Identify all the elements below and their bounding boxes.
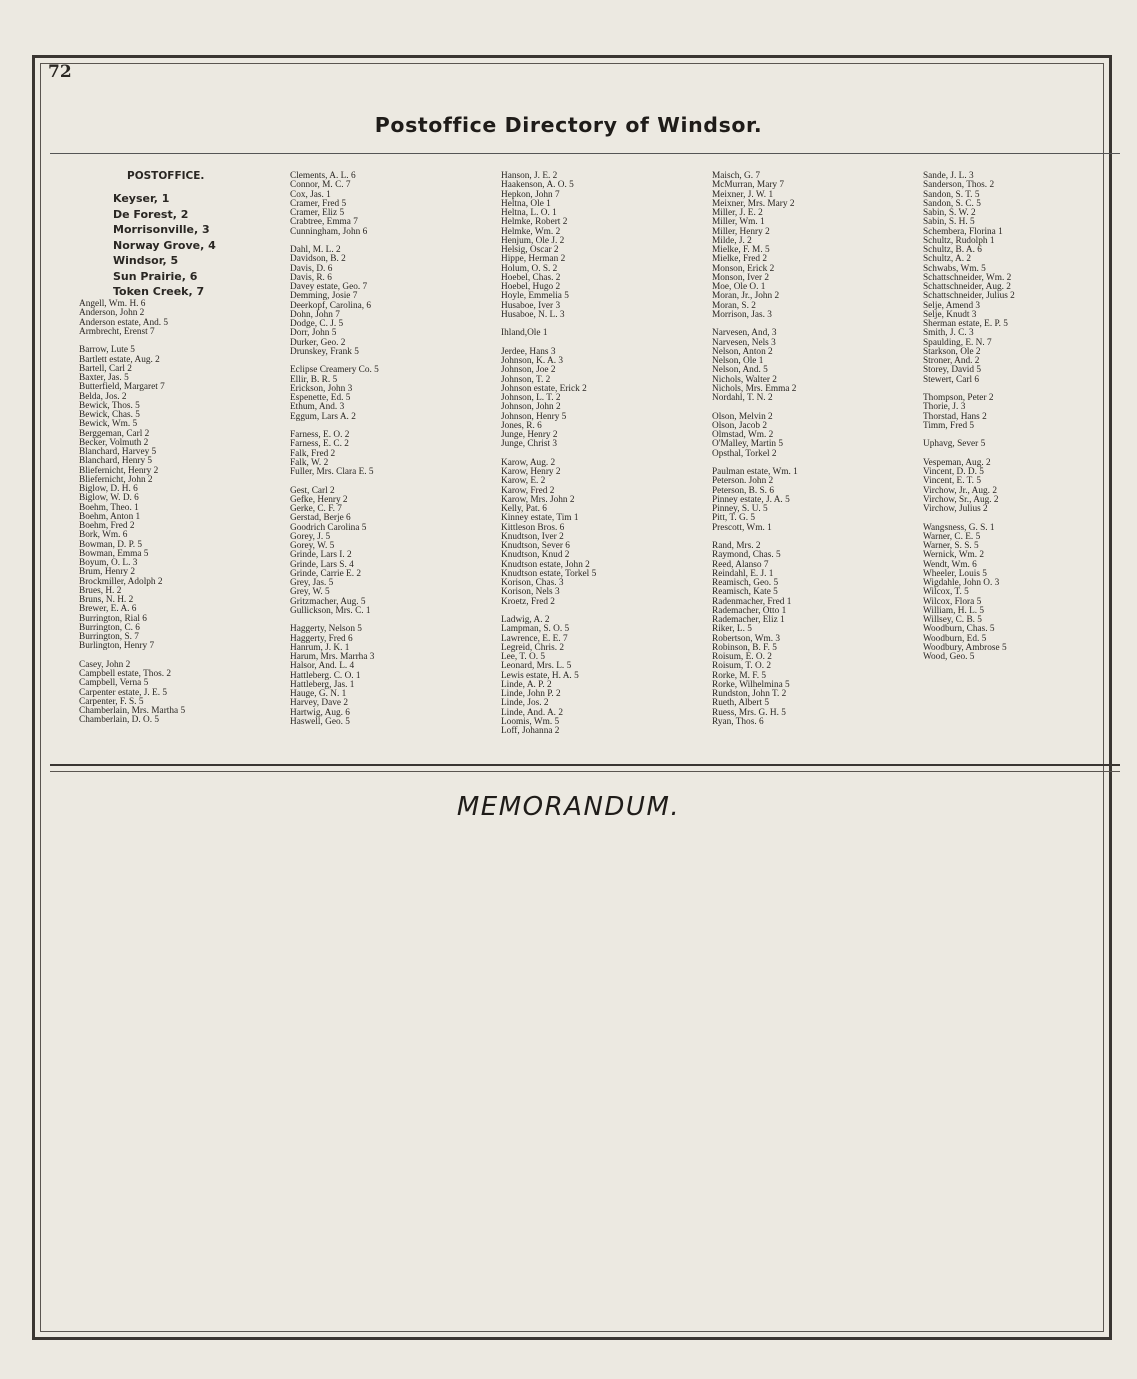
- directory-entry: Husaboe, N. L. 3: [501, 309, 565, 320]
- directory-entry: Dohn, John 7: [290, 309, 340, 320]
- directory-entry: Roisum, T. O. 2: [712, 661, 772, 672]
- directory-entry: Dodge, C. J. 5: [290, 319, 344, 329]
- directory-entry: Reamisch, Geo. 5: [712, 578, 779, 588]
- directory-entry: Wilcox, Flora 5: [923, 596, 982, 607]
- directory-entry: Haggerty, Fred 6: [290, 633, 353, 644]
- directory-entry: Dorr, John 5: [290, 328, 337, 339]
- directory-entry: Thorstad, Hans 2: [923, 411, 987, 422]
- directory-entry: Holum, O. S. 2: [501, 263, 558, 274]
- directory-entry: Reamisch, Kate 5: [712, 587, 778, 598]
- postoffice-item: Sun Prairie, 6: [113, 269, 198, 283]
- directory-entry: Biglow, W. D. 6: [79, 493, 139, 504]
- directory-entry: Sandon, S. C. 5: [923, 198, 981, 209]
- directory-entry: Chamberlain, D. O. 5: [79, 715, 160, 726]
- directory-entry: Chamberlain, Mrs. Martha 5: [79, 706, 186, 716]
- directory-entry: Bliefernicht, John 2: [79, 474, 153, 485]
- directory-entry: Woodbury, Ambrose 5: [923, 642, 1007, 653]
- directory-entry: Nelson, Anton 2: [712, 346, 773, 357]
- directory-entry: Schultz, A. 2: [923, 254, 972, 265]
- directory-entry: Connor, M. C. 7: [290, 180, 351, 191]
- directory-entry: Peterson, B. S. 6: [712, 485, 774, 496]
- directory-entry: Narvesen, And, 3: [712, 328, 777, 339]
- directory-entry: Sherman estate, E. P. 5: [923, 319, 1008, 329]
- directory-entry: Cramer, Eliz 5: [290, 208, 345, 218]
- directory-entry: Wheeler, Louis 5: [923, 568, 987, 579]
- directory-entry: Woodburn, Chas. 5: [923, 624, 995, 635]
- directory-entry: Storey, David 5: [923, 365, 982, 376]
- directory-entry: Wood, Geo. 5: [923, 652, 975, 662]
- directory-entry: Hattleberg. C. O. 1: [290, 670, 361, 681]
- directory-entry: Rand, Mrs. 2: [712, 541, 761, 551]
- memorandum-heading: MEMORANDUM.: [456, 792, 681, 822]
- directory-entry: Maisch, G. 7: [712, 171, 761, 181]
- directory-entry: Hattleberg, Jas. 1: [290, 679, 355, 690]
- directory-entry: Miller, Wm. 1: [712, 217, 765, 228]
- directory-column-4: [712, 172, 798, 727]
- postoffice-item: Token Creek, 7: [113, 285, 205, 298]
- directory-entry: Miller, J. E. 2: [712, 208, 763, 218]
- directory-entry: Schembera, Florina 1: [923, 226, 1003, 237]
- directory-entry: Nelson, Ole 1: [712, 356, 764, 366]
- directory-entry: Deerkopf, Carolina, 6: [290, 300, 372, 311]
- directory-entry: Heltna, L. O. 1: [501, 208, 557, 218]
- directory-entry: Olson, Melvin 2: [712, 411, 773, 422]
- directory-entry: Demming, Josie 7: [290, 291, 358, 302]
- directory-entry: Bliefernicht, Henry 2: [79, 465, 159, 476]
- directory-entry: Espenette, Ed. 5: [290, 393, 351, 403]
- directory-entry: Selje, Amend 3: [923, 300, 981, 311]
- directory-entry: Casey, John 2: [79, 659, 131, 670]
- directory-entry: Schultz, Rudolph 1: [923, 235, 995, 246]
- directory-entry: Johnson, K. A. 3: [501, 356, 563, 366]
- directory-entry: Helmke, Wm. 2: [501, 226, 561, 237]
- directory-entry: Davidson, B. 2: [290, 254, 346, 265]
- directory-entry: Hoebel, Hugo 2: [501, 282, 561, 292]
- directory-entry: Loomis, Wm. 5: [501, 716, 560, 727]
- directory-entry: Johnson estate, Erick 2: [501, 383, 587, 394]
- directory-entry: Ellir, B. R. 5: [290, 374, 338, 385]
- directory-entry: Linde, A. P. 2: [501, 679, 552, 690]
- directory-entry: Vespeman, Aug. 2: [923, 457, 991, 468]
- directory-entry: Falk, W. 2: [290, 457, 329, 468]
- directory-entry: Hanson, J. E. 2: [501, 171, 558, 181]
- directory-entry: Moran, S. 2: [712, 300, 756, 311]
- directory-entry: Knudtson, Sever 6: [501, 541, 570, 551]
- directory-entry: Anderson estate, And. 5: [79, 317, 169, 328]
- directory-entry: Davis, D. 6: [290, 263, 333, 274]
- directory-entry: Hippe, Herman 2: [501, 254, 566, 265]
- directory-entry: Brockmiller, Adolph 2: [79, 576, 163, 587]
- directory-entry: Hoebel, Chas. 2: [501, 272, 561, 283]
- directory-entry: Belda, Jos. 2: [79, 391, 127, 402]
- directory-entry: Halsor, And. L. 4: [290, 661, 355, 672]
- directory-entry: Burrington, Rial 6: [79, 613, 147, 624]
- directory-entry: Sande, J. L. 3: [923, 171, 974, 181]
- directory-entry: Karow, Aug. 2: [501, 457, 556, 468]
- directory-entry: Becker, Volmuth 2: [79, 437, 149, 448]
- directory-entry: Boehm, Anton 1: [79, 511, 141, 522]
- directory-entry: Sabin, S. W. 2: [923, 208, 976, 218]
- directory-entry: Haswell, Geo. 5: [290, 716, 350, 727]
- title-rule: [50, 153, 1120, 154]
- directory-entry: Bewick, Wm. 5: [79, 419, 138, 430]
- directory-entry: Wilcox, T. 5: [923, 587, 969, 598]
- directory-entry: Reed, Alanso 7: [712, 559, 769, 570]
- directory-entry: Schultz, B. A. 6: [923, 245, 982, 255]
- directory-entry: Radenmacher, Fred 1: [712, 596, 792, 607]
- directory-entry: Jones, R. 6: [501, 420, 542, 431]
- directory-entry: Burrington, C. 6: [79, 622, 140, 633]
- directory-entry: Gritzmacher, Aug. 5: [290, 596, 366, 607]
- directory-entry: Boyum, O. L. 3: [79, 558, 138, 568]
- directory-entry: Falk, Fred 2: [290, 448, 336, 459]
- directory-entry: Ladwig, A. 2: [501, 615, 550, 625]
- directory-entry: Pinney, S. U. 5: [712, 504, 768, 514]
- directory-entry: Linde, Jos. 2: [501, 698, 549, 709]
- directory-entry: Lampman, S. O. 5: [501, 624, 570, 635]
- directory-entry: Thorie, J. 3: [923, 402, 966, 413]
- directory-entry: McMurran, Mary 7: [712, 180, 785, 191]
- directory-entry: Karow, E. 2: [501, 476, 546, 487]
- directory-entry: Meixner, Mrs. Mary 2: [712, 198, 795, 209]
- directory-entry: Berggeman, Carl 2: [79, 428, 150, 439]
- directory-entry: Robinson, B. F. 5: [712, 642, 777, 653]
- directory-entry: Rundston, John T. 2: [712, 689, 787, 699]
- directory-entry: Baxter, Jas. 5: [79, 373, 129, 383]
- directory-entry: Gefke, Henry 2: [290, 494, 348, 505]
- directory-entry: Riker, L. 5: [712, 624, 752, 635]
- directory-entry: Blanchard, Henry 5: [79, 456, 153, 467]
- directory-entry: Starkson, Ole 2: [923, 346, 981, 357]
- directory-entry: Lee, T. O. 5: [501, 652, 546, 662]
- directory-entry: Knudtson estate, John 2: [501, 559, 590, 570]
- directory-entry: Sanderson, Thos. 2: [923, 180, 995, 191]
- directory-entry: Olmstad, Wm. 2: [712, 430, 774, 440]
- directory-entry: Helmke, Robert 2: [501, 217, 568, 228]
- directory-entry: Virchow, Julius 2: [923, 504, 988, 514]
- directory-entry: Campbell estate, Thos. 2: [79, 669, 172, 679]
- directory-entry: Johnson, L. T. 2: [501, 393, 561, 403]
- directory-entry: Pinney estate, J. A. 5: [712, 494, 790, 505]
- directory-column-1: [79, 300, 185, 726]
- directory-entry: Dahl, M. L. 2: [290, 245, 341, 255]
- directory-entry: Bork, Wm. 6: [79, 530, 128, 541]
- directory-entry: Gorey, J. 5: [290, 531, 331, 542]
- directory-entry: Grinde, Lars S. 4: [290, 559, 354, 570]
- directory-entry: O'Malley, Martin 5: [712, 439, 784, 450]
- directory-entry: Farness, E. O. 2: [290, 430, 350, 440]
- directory-entry: Fuller, Mrs. Clara E. 5: [290, 467, 374, 477]
- directory-entry: Johnson, Henry 5: [501, 411, 567, 422]
- directory-entry: Barrow, Lute 5: [79, 345, 135, 356]
- postoffice-item: Keyser, 1: [113, 192, 170, 205]
- directory-entry: Linde, John P. 2: [501, 689, 561, 699]
- directory-entry: Nordahl, T. N. 2: [712, 393, 773, 403]
- directory-entry: Hartwig, Aug. 6: [290, 707, 350, 718]
- directory-entry: Meixner, J. W. 1: [712, 189, 774, 200]
- directory-entry: Farness, E. C. 2: [290, 439, 349, 450]
- directory-entry: Schattschneider, Julius 2: [923, 291, 1015, 302]
- directory-entry: Kinney estate, Tim 1: [501, 513, 579, 524]
- directory-entry: Kroetz, Fred 2: [501, 596, 555, 607]
- directory-entry: Angell, Wm. H. 6: [79, 299, 146, 309]
- directory-entry: Vincent, D. D. 5: [923, 467, 984, 477]
- directory-entry: Cunningham, John 6: [290, 226, 368, 237]
- directory-entry: Bowman, Emma 5: [79, 548, 149, 559]
- directory-entry: Gerstad, Berje 6: [290, 513, 351, 524]
- directory-entry: Linde, And. A. 2: [501, 707, 563, 718]
- section-divider-thin: [50, 771, 1120, 772]
- directory-entry: Korison, Chas. 3: [501, 578, 564, 588]
- directory-entry: Cramer, Fred 5: [290, 198, 347, 209]
- directory-entry: Husaboe, Iver 3: [501, 300, 561, 311]
- directory-entry: Karow, Henry 2: [501, 467, 561, 477]
- directory-entry: Jerdee, Hans 3: [501, 346, 556, 357]
- directory-entry: Rorke, Wilhelmina 5: [712, 679, 790, 690]
- directory-entry: Hoyle, Emmelia 5: [501, 291, 569, 302]
- directory-entry: Opsthal, Torkel 2: [712, 448, 777, 459]
- directory-entry: Mielke, Fred 2: [712, 254, 767, 265]
- directory-entry: Erickson, John 3: [290, 383, 353, 394]
- directory-entry: Warner, C. E. 5: [923, 531, 981, 542]
- directory-entry: Crabtree, Emma 7: [290, 217, 358, 228]
- directory-entry: Knudtson estate, Torkel 5: [501, 568, 597, 579]
- directory-entry: Wangsness, G. S. 1: [923, 522, 995, 533]
- directory-entry: Lewis estate, H. A. 5: [501, 670, 579, 681]
- directory-column-5: [923, 172, 1015, 662]
- directory-entry: Johnson, Joe 2: [501, 365, 556, 376]
- postoffice-item: Norway Grove, 4: [113, 238, 216, 252]
- directory-entry: Gorey, W. 5: [290, 541, 335, 551]
- directory-entry: Harvey, Dave 2: [290, 698, 348, 709]
- directory-entry: Henjum, Ole J. 2: [501, 235, 565, 246]
- directory-entry: Sabin, S. H. 5: [923, 217, 975, 228]
- directory-entry: Nichols, Walter 2: [712, 374, 777, 385]
- directory-entry: Wendt, Wm. 6: [923, 559, 977, 570]
- directory-entry: Reindahl, E. J. 1: [712, 568, 774, 579]
- directory-entry: Milde, J. 2: [712, 235, 752, 246]
- directory-entry: Monson, Iver 2: [712, 272, 770, 283]
- directory-entry: Pitt, T. G. 5: [712, 513, 756, 524]
- directory-entry: Armbrecht, Erenst 7: [79, 326, 155, 337]
- directory-entry: Karow, Fred 2: [501, 485, 555, 496]
- directory-entry: Junge, Henry 2: [501, 430, 558, 440]
- directory-entry: Wigdahle, John O. 3: [923, 578, 1000, 588]
- directory-entry: Knudtson, Iver 2: [501, 531, 564, 542]
- directory-entry: Blanchard, Harvey 5: [79, 447, 157, 457]
- directory-entry: Bewick, Thos. 5: [79, 400, 140, 411]
- directory-entry: Karow, Mrs. John 2: [501, 494, 575, 505]
- directory-entry: Butterfield, Margaret 7: [79, 382, 165, 393]
- directory-entry: Rueth, Albert 5: [712, 698, 770, 709]
- directory-entry: Stewert, Carl 6: [923, 374, 980, 385]
- page-number: 72: [48, 62, 72, 82]
- directory-entry: Vincent, E. T. 5: [923, 476, 981, 487]
- directory-entry: Helsig, Oscar 2: [501, 245, 559, 255]
- directory-entry: Cox, Jas. 1: [290, 189, 331, 200]
- directory-entry: Heltna, Ole 1: [501, 198, 551, 209]
- directory-entry: Virchow, Sr., Aug. 2: [923, 494, 999, 505]
- directory-column-2: [290, 172, 379, 727]
- directory-entry: Kelly, Pat. 6: [501, 504, 547, 514]
- directory-entry: Boehm, Theo. 1: [79, 502, 139, 513]
- directory-entry: Hauge, G. N. 1: [290, 689, 347, 699]
- directory-entry: Boehm, Fred 2: [79, 521, 135, 531]
- directory-entry: Burlington, Henry 7: [79, 641, 155, 652]
- directory-entry: Roisum, E. O. 2: [712, 652, 772, 662]
- directory-entry: Eggum, Lars A. 2: [290, 411, 356, 422]
- directory-entry: Haggerty, Nelson 5: [290, 624, 362, 635]
- directory-entry: Monson, Erick 2: [712, 263, 775, 274]
- directory-entry: Rorke, M. F. 5: [712, 670, 767, 681]
- directory-entry: Legreid, Chris. 2: [501, 642, 564, 653]
- directory-entry: Ethum, And. 3: [290, 402, 345, 413]
- directory-entry: Johnson, John 2: [501, 402, 561, 413]
- directory-entry: Willsey, C. B. 5: [923, 615, 982, 625]
- directory-entry: William, H. L. 5: [923, 605, 985, 616]
- directory-entry: Timm, Fred 5: [923, 420, 975, 431]
- directory-entry: Anderson, John 2: [79, 308, 145, 319]
- directory-entry: Grinde, Lars I. 2: [290, 550, 352, 561]
- directory-entry: Stroner, And. 2: [923, 356, 980, 366]
- directory-column-3: [501, 172, 596, 736]
- postoffice-item: De Forest, 2: [113, 207, 189, 221]
- directory-entry: Clements, A. L. 6: [290, 171, 356, 181]
- directory-entry: Harum, Mrs. Marrha 3: [290, 652, 375, 662]
- directory-entry: Davey estate, Geo. 7: [290, 282, 368, 292]
- directory-entry: Thompson, Peter 2: [923, 393, 994, 403]
- directory-entry: Wernick, Wm. 2: [923, 550, 985, 561]
- directory-entry: Moe, Ole O. 1: [712, 282, 766, 292]
- postoffice-item: Morrisonville, 3: [113, 223, 210, 236]
- directory-entry: Lawrence, E. E. 7: [501, 633, 568, 644]
- directory-entry: Ryan, Thos. 6: [712, 716, 764, 727]
- directory-entry: Narvesen, Nels 3: [712, 337, 776, 348]
- directory-entry: Drunskey, Frank 5: [290, 346, 359, 357]
- directory-entry: Nelson, And. 5: [712, 365, 768, 376]
- postoffice-heading: POSTOFFICE.: [127, 170, 205, 182]
- directory-entry: Spaulding, E. N. 7: [923, 337, 992, 348]
- directory-entry: Gest, Carl 2: [290, 485, 335, 496]
- directory-entry: Grey, W. 5: [290, 587, 330, 598]
- directory-entry: Prescott, Wm. 1: [712, 522, 772, 533]
- directory-entry: Schattschneider, Aug. 2: [923, 282, 1011, 292]
- directory-entry: Goodrich Carolina 5: [290, 522, 367, 533]
- directory-entry: Bartlett estate, Aug. 2: [79, 354, 160, 365]
- directory-entry: Smith, J. C. 3: [923, 328, 974, 339]
- directory-entry: Woodburn, Ed. 5: [923, 633, 987, 644]
- directory-entry: Sandon, S. T. 5: [923, 189, 980, 200]
- directory-entry: Moran, Jr., John 2: [712, 291, 780, 302]
- directory-entry: Carpenter, F. S. 5: [79, 696, 144, 707]
- directory-entry: Korison, Nels 3: [501, 587, 560, 598]
- directory-entry: Biglow, D. H. 6: [79, 484, 138, 494]
- directory-entry: Bewick, Chas. 5: [79, 410, 140, 420]
- directory-entry: Knudtson, Knud 2: [501, 550, 570, 561]
- directory-entry: Kittleson Bros. 6: [501, 522, 565, 533]
- directory-entry: Ruess, Mrs. G. H. 5: [712, 707, 786, 718]
- directory-entry: Olson, Jacob 2: [712, 420, 768, 431]
- directory-entry: Virchow, Jr., Aug. 2: [923, 485, 997, 496]
- directory-entry: Burrington, S. 7: [79, 632, 139, 642]
- directory-entry: Junge, Christ 3: [501, 439, 558, 450]
- directory-entry: Schwabs, Wm. 5: [923, 263, 986, 274]
- directory-entry: Uphavg, Sever 5: [923, 439, 986, 450]
- directory-entry: Raymond, Chas. 5: [712, 550, 781, 561]
- postoffice-item: Windsor, 5: [113, 254, 179, 267]
- directory-entry: Peterson. John 2: [712, 476, 774, 487]
- directory-entry: Robertson, Wm. 3: [712, 633, 781, 644]
- directory-entry: Miller, Henry 2: [712, 226, 770, 237]
- directory-entry: Bartell, Carl 2: [79, 363, 132, 374]
- directory-entry: Paulman estate, Wm. 1: [712, 467, 798, 477]
- directory-entry: Loff, Johanna 2: [501, 726, 560, 736]
- directory-entry: Brum, Henry 2: [79, 567, 136, 578]
- directory-entry: Mielke, F. M. 5: [712, 245, 770, 255]
- section-divider: [50, 764, 1120, 766]
- directory-entry: Davis, R. 6: [290, 272, 332, 283]
- directory-entry: Hanrum, J. K. 1: [290, 642, 350, 653]
- directory-entry: Eclipse Creamery Co. 5: [290, 365, 379, 376]
- directory-entry: Gullickson, Mrs. C. 1: [290, 605, 371, 616]
- directory-entry: Bruns, N. H. 2: [79, 595, 134, 605]
- directory-entry: Ihland,Ole 1: [501, 328, 548, 339]
- directory-entry: Hepkon, John 7: [501, 189, 560, 200]
- directory-entry: Gerke, C. F. 7: [290, 504, 342, 514]
- directory-entry: Rademacher, Eliz 1: [712, 615, 785, 625]
- directory-entry: Carpenter estate, J. E. 5: [79, 687, 168, 698]
- directory-entry: Nichols, Mrs. Emma 2: [712, 383, 797, 394]
- directory-entry: Selje, Knudt 3: [923, 309, 977, 320]
- directory-entry: Leonard, Mrs. L. 5: [501, 661, 572, 672]
- directory-entry: Haakenson, A. O. 5: [501, 180, 574, 191]
- directory-entry: Campbell, Verna 5: [79, 678, 149, 689]
- directory-entry: Grinde, Carrie E. 2: [290, 568, 361, 579]
- directory-entry: Rademacher, Otto 1: [712, 605, 787, 616]
- directory-entry: Johnson, T. 2: [501, 374, 551, 385]
- directory-entry: Brues, H. 2: [79, 585, 122, 596]
- directory-entry: Bowman, D. P. 5: [79, 539, 143, 550]
- directory-entry: Schattschneider, Wm. 2: [923, 272, 1012, 283]
- directory-entry: Brewer, E. A. 6: [79, 604, 137, 615]
- directory-entry: Durker, Geo. 2: [290, 337, 346, 348]
- directory-entry: Grey, Jas. 5: [290, 578, 334, 588]
- page-title: Postoffice Directory of Windsor.: [374, 113, 763, 137]
- postoffice-list: [113, 191, 216, 300]
- directory-entry: Warner, S. S. 5: [923, 541, 979, 551]
- directory-entry: Morrison, Jas. 3: [712, 309, 772, 320]
